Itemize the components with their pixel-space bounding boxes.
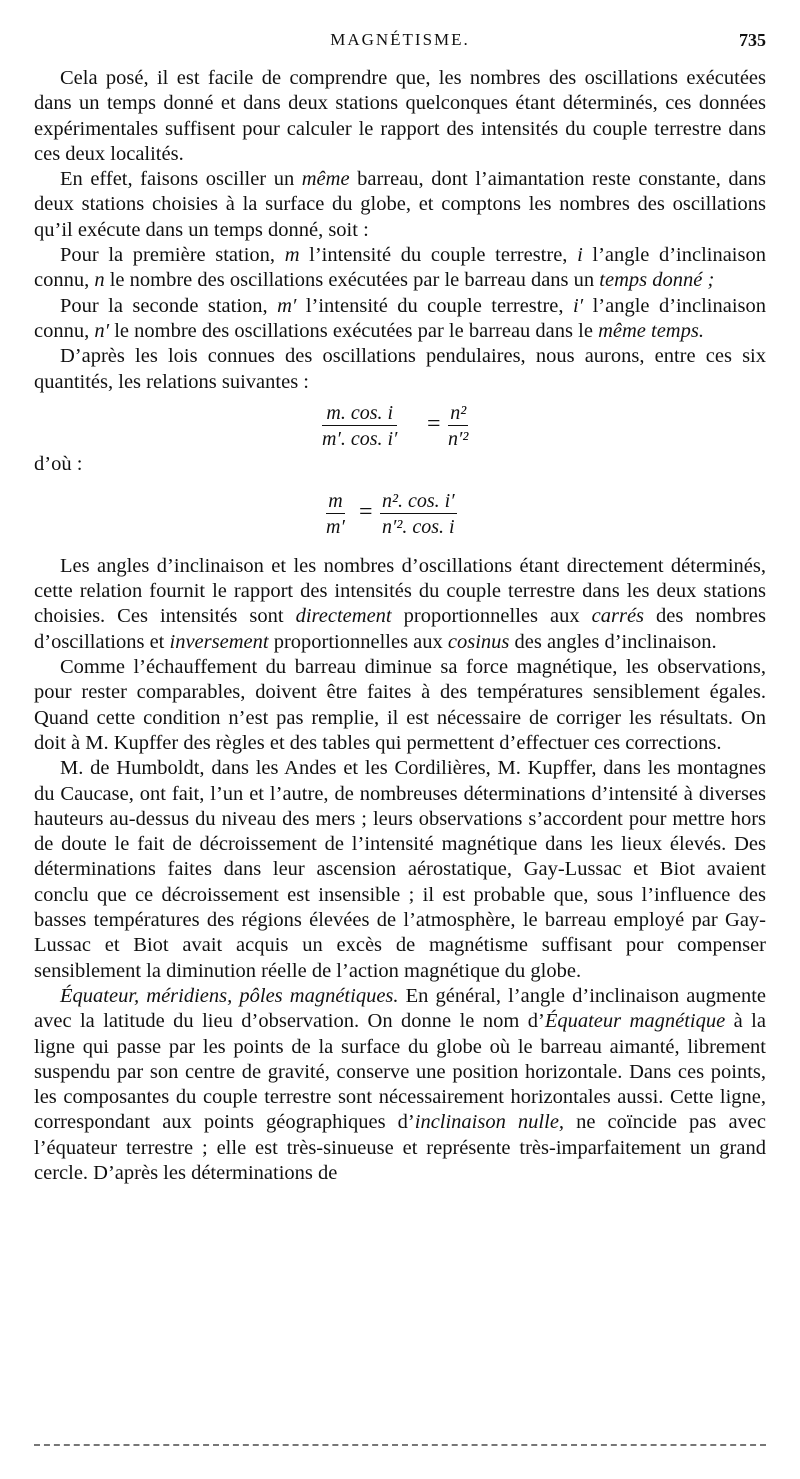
numerator: m. cos. i: [322, 402, 397, 426]
italic-run: i: [577, 244, 583, 267]
text-run: l’intensité du couple terrestre,: [299, 244, 578, 267]
text-run: l’angle d’inclinaison connu,: [34, 244, 766, 292]
italic-run: inclinaison nulle,: [414, 1111, 565, 1134]
paragraph: [34, 167, 766, 243]
denominator: n′². cos. i: [382, 515, 455, 538]
italic-run: m′: [277, 294, 297, 317]
paragraph: [34, 243, 766, 294]
paragraph: [34, 294, 766, 345]
numerator: n². cos. i′: [382, 489, 455, 512]
paragraph: [34, 554, 766, 655]
formula-ratio: [34, 402, 766, 452]
italic-run: carrés: [591, 605, 645, 628]
text-run: barreau, dont l’aimantation reste constante, dans deux stations choisies à la surface du globe, et comptons les nombres des oscillations qu’il exécute dans un temps donné, soit :: [34, 168, 766, 241]
dou-label: d’où :: [34, 452, 83, 475]
paragraph: [34, 984, 766, 1186]
text-run: le nombre des oscillations exécutées par le barreau dans le: [109, 319, 599, 342]
dou-line: [34, 452, 766, 476]
text-run: proportionnelles aux: [391, 605, 592, 628]
paragraph: Cela posé, il est facile de comprendre que, les nombres des oscillations exécutées dans un temps donné et dans deux stations quelconques étant déterminés, ces données expérimentales suffisent pour calculer le rapport des intensités du couple terrestre dans ces deux localités.: [34, 67, 766, 165]
text-run: des angles d’inclinaison.: [509, 630, 717, 653]
italic-run: n′: [94, 319, 110, 342]
denominator: m′. cos. i′: [322, 427, 398, 450]
equals-sign: =: [427, 410, 441, 437]
text-run: En effet, faisons osciller un: [60, 168, 302, 191]
text-run: Pour la première station,: [60, 244, 285, 267]
footer-rule: [34, 1444, 766, 1446]
formula-intensity: [34, 490, 766, 540]
numerator: m: [326, 490, 345, 514]
italic-run: même temps.: [598, 319, 704, 342]
italic-run: n: [94, 269, 105, 292]
text-run: l’intensité du couple terrestre,: [296, 294, 573, 317]
text-run: à la ligne qui passe par les points de la surface du globe où le barreau aimanté, librement suspendu par son centre de gravité, conserve une position horizontale. Dans ces points, les composantes du couple terrestre sont nécessairement horizontales aussi. Cette ligne, correspondant aux points géographiques d’: [34, 1010, 766, 1134]
text-run: En général, l’angle d’inclinaison augmente avec la latitude du lieu d’observation. On donne le nom d’: [34, 984, 766, 1033]
fraction-left: [322, 402, 397, 450]
italic-run: temps donné ;: [599, 269, 715, 292]
page-number: 735: [739, 30, 766, 50]
paragraph: M. de Humboldt, dans les Andes et les Cordilières, M. Kupffer, dans les montagnes du Caucase, ont fait, l’un et l’autre, de nombreuses déterminations d’intensité à diverses hauteurs au-dessus du niveau des mers ; leurs observations s’accordent pour mettre hors de doute le fait de décroissement de l’intensité magnétique dans les lieux élevés. Des déterminations faites dans leur ascension aérostatique, Gay-Lussac et Biot avaient conclu que ce décroissement est insensible ; il est probable que, sous l’influence des basses températures des régions élevées de l’atmosphère, le barreau employé par Gay-Lussac et Biot avait acquis un excès de magnétisme suffisant pour compenser sensiblement la diminution réelle de l’action magnétique du globe.: [34, 757, 766, 982]
italic-run: m: [284, 244, 300, 267]
numerator: n²: [448, 402, 468, 426]
paragraph: D’après les lois connues des oscillations pendulaires, nous aurons, entre ces six quantités, les relations suivantes :: [34, 345, 766, 393]
running-title: MAGNÉTISME.: [330, 30, 470, 49]
italic-run: directement: [295, 605, 392, 628]
italic-run: i′: [572, 294, 584, 317]
italic-run: inversement: [169, 630, 269, 653]
fraction-right: [448, 402, 468, 450]
italic-run: Équateur magnétique: [544, 1010, 726, 1033]
text-run: ne coïncide pas avec l’équateur terrestre ; elle est très-sinueuse et représente très-imparfaitement un grand cercle. D’après les déterminations de: [34, 1111, 766, 1184]
text-run: le nombre des oscillations exécutées par le barreau dans un: [104, 269, 600, 292]
italic-run: cosinus: [447, 630, 510, 653]
running-header: [34, 30, 766, 56]
text-run: l’angle d’inclinaison connu,: [34, 294, 766, 342]
italic-run: même: [301, 168, 350, 191]
text-run: Les angles d’inclinaison et les nombres d’oscillations étant directement déterminés, cette relation fournit le rapport des intensités du couple terrestre dans les deux stations choisies. Ces intensités sont: [34, 554, 766, 628]
denominator: m′: [326, 515, 345, 538]
equals-sign: =: [359, 498, 373, 525]
denominator: n′²: [448, 427, 469, 450]
fraction-left: [326, 490, 345, 538]
italic-run: Équateur, méridiens, pôles magnétiques.: [60, 984, 399, 1007]
text-run: Pour la seconde station,: [60, 294, 278, 317]
body-text: [34, 66, 766, 1186]
paragraph: Comme l’échauffement du barreau diminue sa force magnétique, les observations, pour rester comparables, doivent être faites à des températures sensiblement égales. Quand cette condition n’est pas remplie, il est nécessaire de corriger les résultats. On doit à M. Kupffer des règles et des tables qui permettent d’effectuer ces corrections.: [34, 656, 766, 754]
text-run: proportionnelles aux: [268, 630, 448, 653]
fraction-right: [380, 490, 457, 538]
text-run: des nombres d’oscillations et: [34, 605, 766, 653]
